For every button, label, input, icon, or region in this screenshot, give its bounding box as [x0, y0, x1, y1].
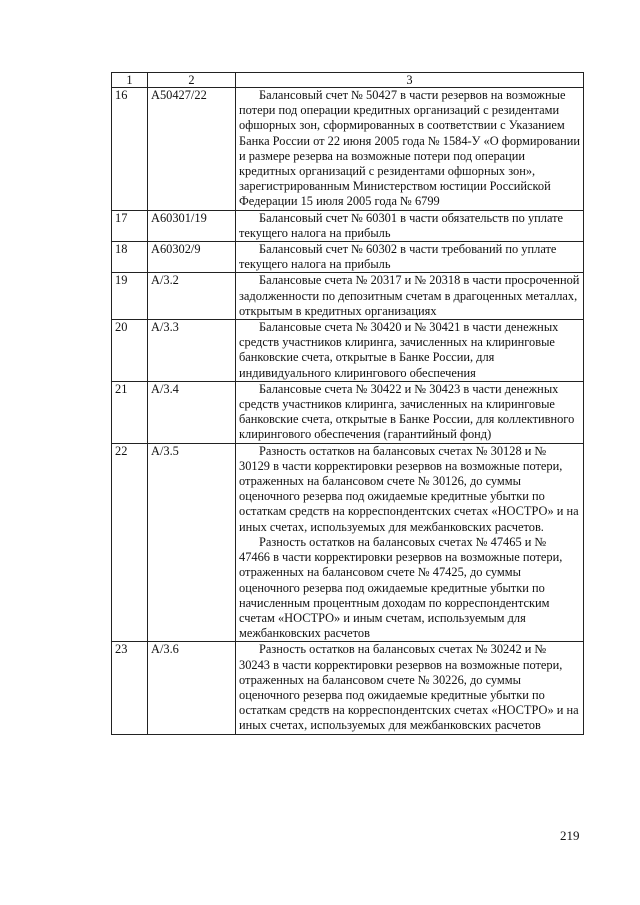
description-paragraph: Балансовый счет № 60301 в части обязательств по уплате текущего налога на прибыль [239, 210, 564, 240]
row-description [236, 443, 584, 642]
row-description [236, 320, 584, 382]
row-code: A50427/22 [148, 88, 236, 211]
row-description [236, 88, 584, 211]
row-code: A/3.5 [148, 443, 236, 642]
header-col-1: 1 [112, 73, 148, 88]
row-number: 17 [112, 210, 148, 241]
row-description [236, 381, 584, 443]
table-row [112, 88, 584, 211]
description-paragraph: Балансовый счет № 50427 в части резервов на возможные потери под операции кредитных организаций с резидентами офшорных зон, сформированных в соответствии с Указанием Банка России от 22 июня 2005 года № 1584-У «О формировании и размере резерва на возможные потери под операции кредитных организаций с резидентами офшорных зон», зарегистрированным Министерством юстиции Российской Федерации 15 июля 2005 года № 6799 [239, 88, 580, 209]
row-number: 19 [112, 273, 148, 320]
table-row [112, 210, 584, 241]
row-number: 16 [112, 88, 148, 211]
row-number: 18 [112, 242, 148, 273]
description-paragraph: Балансовые счета № 20317 и № 20318 в части просроченной задолженности по депозитным счетам в драгоценных металлах, открытым в кредитных организациях [239, 273, 580, 318]
row-number: 22 [112, 443, 148, 642]
header-col-2: 2 [148, 73, 236, 88]
description-paragraph: Балансовые счета № 30420 и № 30421 в части денежных средств участников клиринга, зачисленных на клиринговые банковские счета, открытые в Банке России, для индивидуального клирингового обеспечения [239, 320, 559, 380]
table-row [112, 443, 584, 642]
row-number: 23 [112, 642, 148, 734]
row-code: A60301/19 [148, 210, 236, 241]
description-paragraph: Балансовые счета № 30422 и № 30423 в части денежных средств участников клиринга, зачисленных на клиринговые банковские счета, открытые в Банке России, для коллективного клирингового обеспечения (гарантийный фонд) [239, 381, 575, 442]
row-code: A/3.4 [148, 381, 236, 443]
header-col-3: 3 [236, 73, 584, 88]
accounts-table [111, 72, 584, 735]
row-number: 20 [112, 320, 148, 382]
description-paragraph: Разность остатков на балансовых счетах № 47465 и № 47466 в части корректировки резервов на возможные потери, отраженных на балансовом счете № 47425, до суммы оценочного резерва под ожидаемые кредитные убытки по начисленным процентным доходам по корреспондентским счетам «НОСТРО» и иным счетам, используемым для межбанковских расчетов [239, 534, 563, 641]
row-code: A60302/9 [148, 242, 236, 273]
table-row [112, 242, 584, 273]
description-paragraph: Балансовый счет № 60302 в части требований по уплате текущего налога на прибыль [239, 242, 557, 272]
row-description [236, 210, 584, 241]
row-description [236, 642, 584, 734]
table-row [112, 381, 584, 443]
row-description [236, 242, 584, 273]
row-code: A/3.2 [148, 273, 236, 320]
description-paragraph: Разность остатков на балансовых счетах № 30128 и № 30129 в части корректировки резервов на возможные потери, отраженных на балансовом счете № 30126, до суммы оценочного резерва под ожидаемые кредитные убытки по остаткам средств на корреспондентских счетах «НОСТРО» и на иных счетах, используемых для межбанковских расчетов. [239, 443, 579, 534]
description-paragraph: Разность остатков на балансовых счетах № 30242 и № 30243 в части корректировки резервов на возможные потери, отраженных на балансовом счете № 30226, до суммы оценочного резерва под ожидаемые кредитные убытки по остаткам средств на корреспондентских счетах «НОСТРО» и на иных счетах, используемых для межбанковских расчетов [239, 642, 579, 733]
table-header-row [112, 73, 584, 88]
row-number: 21 [112, 381, 148, 443]
table-row [112, 273, 584, 320]
row-code: A/3.6 [148, 642, 236, 734]
table-row [112, 320, 584, 382]
row-description [236, 273, 584, 320]
row-code: A/3.3 [148, 320, 236, 382]
table-row [112, 642, 584, 734]
page-number: 219 [560, 828, 580, 843]
